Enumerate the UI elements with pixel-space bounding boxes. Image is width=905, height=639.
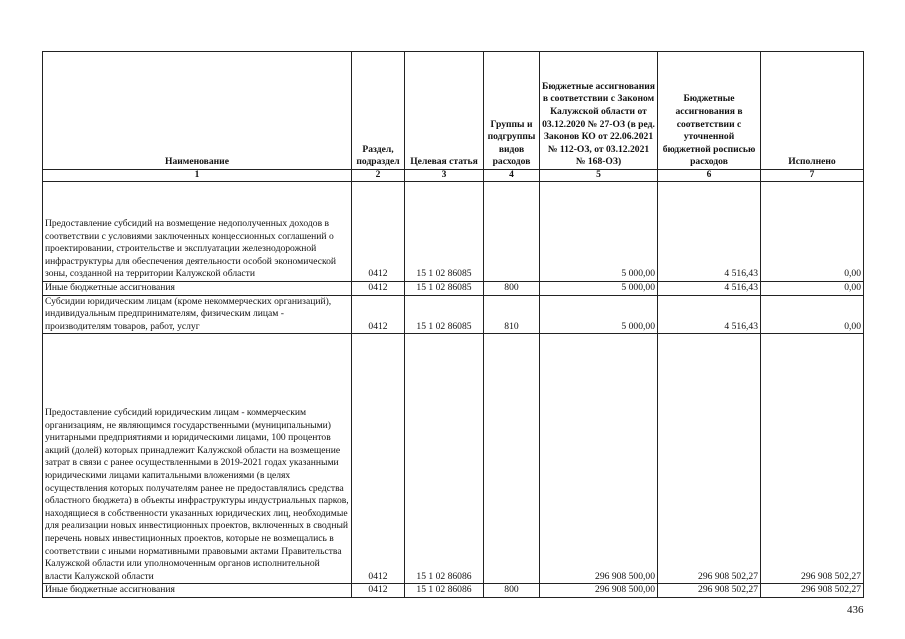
table-row bbox=[43, 295, 864, 334]
table-row bbox=[43, 182, 864, 282]
row-refined-amount: 296 908 502,27 bbox=[658, 334, 761, 584]
column-number: 5 bbox=[540, 170, 658, 182]
header-law-allocation: Бюджетные ассигнования в соответствии с Законом Калужской области от 03.12.2020 № 27-ОЗ (в ред. Законов КО от 22.06.2021 № 112-ОЗ, от 03.12.2021 № 168-ОЗ) bbox=[540, 52, 658, 170]
table-row bbox=[43, 334, 864, 584]
row-name: Иные бюджетные ассигнования bbox=[43, 282, 352, 296]
header-section: Раздел, подраздел bbox=[352, 52, 405, 170]
budget-table bbox=[42, 51, 864, 598]
row-target: 15 1 02 86086 bbox=[405, 334, 484, 584]
row-law-amount: 296 908 500,00 bbox=[540, 584, 658, 598]
row-refined-amount: 4 516,43 bbox=[658, 295, 761, 334]
row-law-amount: 5 000,00 bbox=[540, 182, 658, 282]
row-group: 810 bbox=[484, 295, 540, 334]
header-name: Наименование bbox=[43, 52, 352, 170]
row-section: 0412 bbox=[352, 334, 405, 584]
table-row bbox=[43, 282, 864, 296]
row-name: Субсидии юридическим лицам (кроме некоммерческих организаций), индивидуальным предпринимателям, физическим лицам - производителям товаров, работ, услуг bbox=[43, 295, 352, 334]
row-section: 0412 bbox=[352, 295, 405, 334]
row-executed-amount: 296 908 502,27 bbox=[761, 334, 864, 584]
header-executed: Исполнено bbox=[761, 52, 864, 170]
row-section: 0412 bbox=[352, 282, 405, 296]
row-group bbox=[484, 334, 540, 584]
row-group bbox=[484, 182, 540, 282]
column-number: 1 bbox=[43, 170, 352, 182]
row-executed-amount: 0,00 bbox=[761, 295, 864, 334]
column-number: 6 bbox=[658, 170, 761, 182]
row-group: 800 bbox=[484, 282, 540, 296]
row-law-amount: 296 908 500,00 bbox=[540, 334, 658, 584]
header-target: Целевая статья bbox=[405, 52, 484, 170]
row-executed-amount: 0,00 bbox=[761, 282, 864, 296]
page-number: 436 bbox=[847, 604, 864, 616]
header-row bbox=[43, 52, 864, 170]
row-executed-amount: 0,00 bbox=[761, 182, 864, 282]
row-target: 15 1 02 86085 bbox=[405, 295, 484, 334]
row-section: 0412 bbox=[352, 584, 405, 598]
row-executed-amount: 296 908 502,27 bbox=[761, 584, 864, 598]
column-number-row bbox=[43, 170, 864, 182]
row-name: Иные бюджетные ассигнования bbox=[43, 584, 352, 598]
row-refined-amount: 4 516,43 bbox=[658, 182, 761, 282]
row-group: 800 bbox=[484, 584, 540, 598]
row-target: 15 1 02 86085 bbox=[405, 182, 484, 282]
row-target: 15 1 02 86085 bbox=[405, 282, 484, 296]
row-name: Предоставление субсидий на возмещение недополученных доходов в соответствии с условиями заключенных концессионных соглашений о проектировании, строительстве и эксплуатации железнодорожной инфраструктуры для обеспечения деятельности особой экономической зоны, созданной на территории Калужской области bbox=[43, 182, 352, 282]
header-refined-allocation: Бюджетные ассигнования в соответствии с уточненной бюджетной росписью расходов bbox=[658, 52, 761, 170]
row-law-amount: 5 000,00 bbox=[540, 282, 658, 296]
row-refined-amount: 296 908 502,27 bbox=[658, 584, 761, 598]
row-law-amount: 5 000,00 bbox=[540, 295, 658, 334]
row-name: Предоставление субсидий юридическим лицам - коммерческим организациям, не являющимся государственными (муниципальными) унитарными предприятиями и юридическими лицами, 100 процентов акций (долей) которых принадлежит Калужской области на возмещение затрат в связи с ранее осуществленными в 2019-2021 годах указанными юридическими лицами капитальными вложениями (в целях осуществления которых получателям ранее не предоставлялись средства областного бюджета) в объекты инфраструктуры индустриальных парков, находящиеся в собственности указанных юридических лиц, необходимые для реализации новых инвестиционных проектов, включенных в сводный перечень новых инвестиционных проектов, которые не возмещались в соответствии с иными нормативными правовыми актами Правительства Калужской области или уполномоченным органов исполнительной власти Калужской области bbox=[43, 334, 352, 584]
row-target: 15 1 02 86086 bbox=[405, 584, 484, 598]
row-refined-amount: 4 516,43 bbox=[658, 282, 761, 296]
column-number: 4 bbox=[484, 170, 540, 182]
column-number: 2 bbox=[352, 170, 405, 182]
column-number: 7 bbox=[761, 170, 864, 182]
table-row bbox=[43, 584, 864, 598]
row-section: 0412 bbox=[352, 182, 405, 282]
header-group: Группы и подгруппы видов расходов bbox=[484, 52, 540, 170]
column-number: 3 bbox=[405, 170, 484, 182]
